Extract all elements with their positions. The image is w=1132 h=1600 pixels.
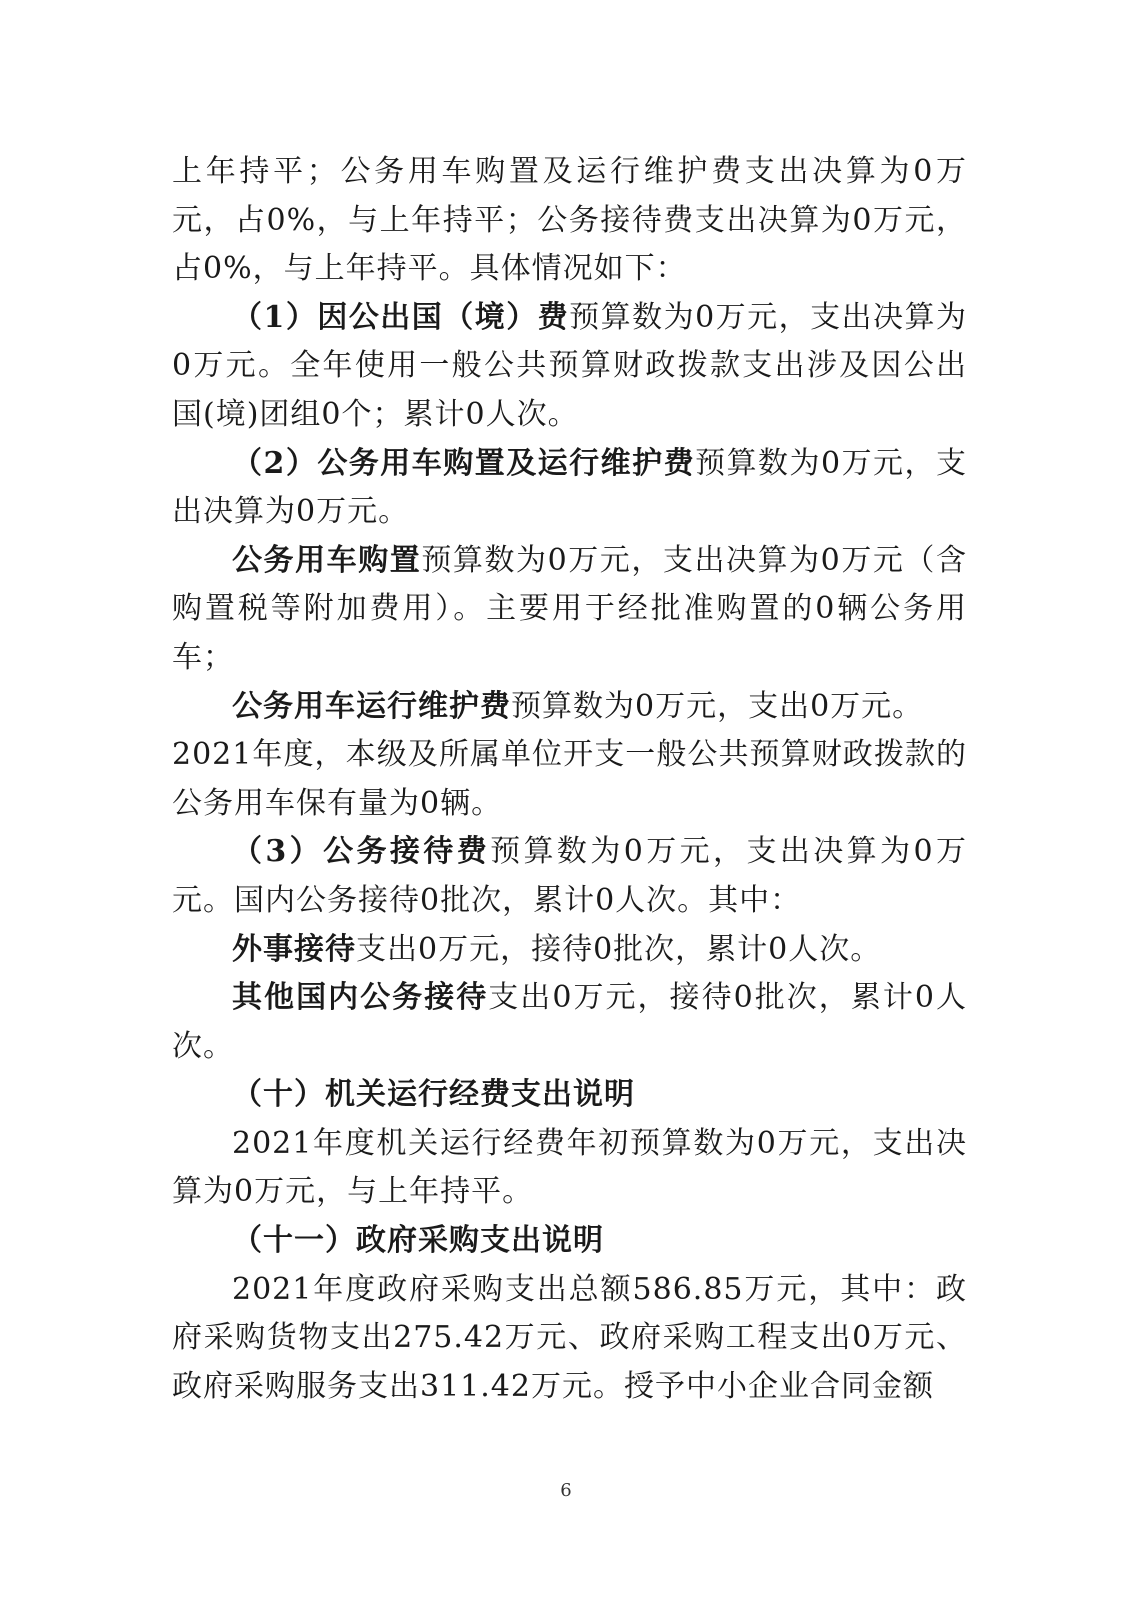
page-number: 6 bbox=[560, 1480, 572, 1501]
section-heading-operating-expenses bbox=[172, 1071, 967, 1120]
subheading-reception-costs: （3）公务接待费 bbox=[232, 834, 491, 870]
text-run: 2021年度，本级及所属单位开支一般公共预算财政拨款的公务用车保有量为0辆。 bbox=[172, 737, 967, 821]
subheading-vehicle-purchase: 公务用车购置 bbox=[232, 542, 422, 578]
paragraph-operating-expenses bbox=[172, 1120, 967, 1217]
section-heading-government-procurement bbox=[172, 1217, 967, 1266]
paragraph-vehicle-holdings bbox=[172, 731, 967, 828]
text-run: 预算数为0万元，支出决算为0万元。全年使用一般公共预算财政拨款支出涉及因公出国(境)团组0个；累计0人次。 bbox=[172, 299, 967, 432]
subheading-vehicle-maintenance: 公务用车运行维护费 bbox=[232, 688, 511, 724]
paragraph-vehicle-purchase bbox=[172, 537, 967, 683]
text-run: 支出0万元，接待0批次，累计0人次。 bbox=[356, 931, 882, 967]
text-run: 2021年度机关运行经费年初预算数为0万元，支出决算为0万元，与上年持平。 bbox=[172, 1125, 967, 1210]
text-run: 支出0万元，接待0批次，累计0人次。 bbox=[172, 980, 968, 1064]
section-heading-text: （十）机关运行经费支出说明 bbox=[232, 1077, 635, 1113]
text-run: 上年持平；公务用车购置及运行维护费支出决算为0万元，占0%，与上年持平；公务接待费支出决算为0万元，占0%，与上年持平。具体情况如下： bbox=[172, 154, 967, 287]
text-run: 预算数为0万元，支出决算为0万元（含购置税等附加费用）。主要用于经批准购置的0辆公务用车； bbox=[172, 542, 967, 675]
text-run: 预算数为0万元，支出0万元。 bbox=[511, 688, 924, 724]
document-body bbox=[172, 148, 967, 1411]
paragraph-vehicle-maintenance bbox=[172, 683, 967, 732]
subheading-vehicle-costs: （2）公务用车购置及运行维护费 bbox=[232, 445, 696, 481]
section-heading-text: （十一）政府采购支出说明 bbox=[232, 1223, 604, 1259]
paragraph-reception-costs bbox=[172, 828, 967, 925]
paragraph-overseas-travel bbox=[172, 294, 967, 440]
paragraph-domestic-reception bbox=[172, 974, 967, 1071]
paragraph-vehicle-costs bbox=[172, 440, 967, 537]
subheading-overseas-travel: （1）因公出国（境）费 bbox=[232, 299, 570, 335]
text-run: 预算数为0万元，支出决算为0万元。国内公务接待0批次，累计0人次。其中： bbox=[172, 834, 967, 918]
text-run: 2021年度政府采购支出总额586.85万元，其中：政府采购货物支出275.42万元、政府采购工程支出0万元、政府采购服务支出311.42万元。授予中小企业合同金额 bbox=[172, 1271, 967, 1404]
subheading-domestic-reception: 其他国内公务接待 bbox=[232, 980, 489, 1016]
subheading-foreign-reception: 外事接待 bbox=[232, 931, 356, 967]
paragraph-foreign-reception bbox=[172, 926, 967, 975]
paragraph-government-procurement bbox=[172, 1266, 967, 1412]
paragraph-official-costs-summary bbox=[172, 148, 967, 294]
text-run: 预算数为0万元，支出决算为0万元。 bbox=[172, 445, 968, 530]
